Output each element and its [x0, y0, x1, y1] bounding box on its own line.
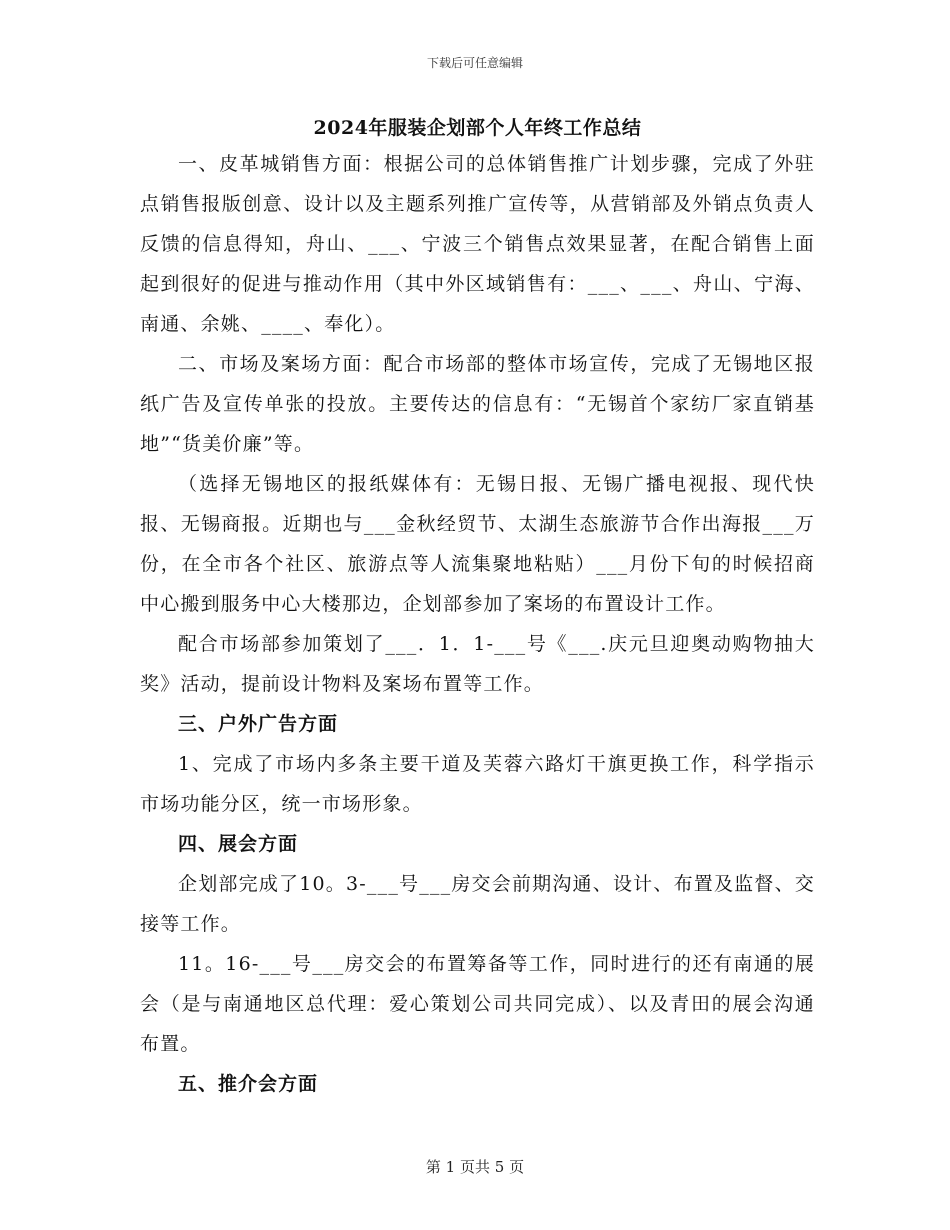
section-heading-outdoor-ads: 三、户外广告方面: [178, 713, 339, 735]
paragraph-leather-city-sales: 一、皮革城销售方面：根据公司的总体销售推广计划步骤，完成了外驻点销售报版创意、设计以及主题系列推广宣传等，从营销部及外销点负责人反馈的信息得知，舟山、___、宁波三个销售点效果显著，在配合销售上面起到很好的促进与推动作用（其中外区域销售有：___、___、舟山、宁海、南通、余姚、____、奉化）。: [140, 153, 815, 335]
section-heading-exhibitions: 四、展会方面: [178, 833, 299, 855]
paragraph-new-year-campaign: 配合市场部参加策划了___．1．1-___号《___.庆元旦迎奥动购物抽大奖》活动，提前设计物料及案场布置等工作。: [140, 633, 815, 695]
page-footer: 第 1 页共 5 页: [425, 1158, 525, 1176]
document-title: 2024年服装企划部个人年终工作总结: [313, 117, 642, 139]
paragraph-newspaper-media: （选择无锡地区的报纸媒体有：无锡日报、无锡广播电视报、现代快报、无锡商报。近期也与___金秋经贸节、太湖生态旅游节合作出海报___万份，在全市各个社区、旅游点等人流集聚地粘贴）___月份下旬的时候招商中心搬到服务中心大楼那边，企划部参加了案场的布置设计工作。: [140, 473, 815, 615]
document-body: [140, 112, 815, 1104]
section-heading-promotion-meetings: 五、推介会方面: [178, 1073, 319, 1095]
paragraph-exhibition-october: 企划部完成了10。3-___号___房交会前期沟通、设计、布置及监督、交接等工作。: [140, 873, 815, 935]
paragraph-outdoor-ads: 1、完成了市场内多条主要干道及芙蓉六路灯干旗更换工作，科学指示市场功能分区，统一市场形象。: [140, 753, 815, 815]
paragraph-market-and-sales-site: 二、市场及案场方面：配合市场部的整体市场宣传，完成了无锡地区报纸广告及宣传单张的投放。主要传达的信息有：“无锡首个家纺厂家直销基地”“货美价廉”等。: [140, 353, 815, 455]
page-header: 下载后可任意编辑: [426, 56, 523, 70]
paragraph-exhibition-november: 11。16-___号___房交会的布置筹备等工作，同时进行的还有南通的展会（是与南通地区总代理：爱心策划公司共同完成）、以及青田的展会沟通布置。: [140, 953, 815, 1055]
